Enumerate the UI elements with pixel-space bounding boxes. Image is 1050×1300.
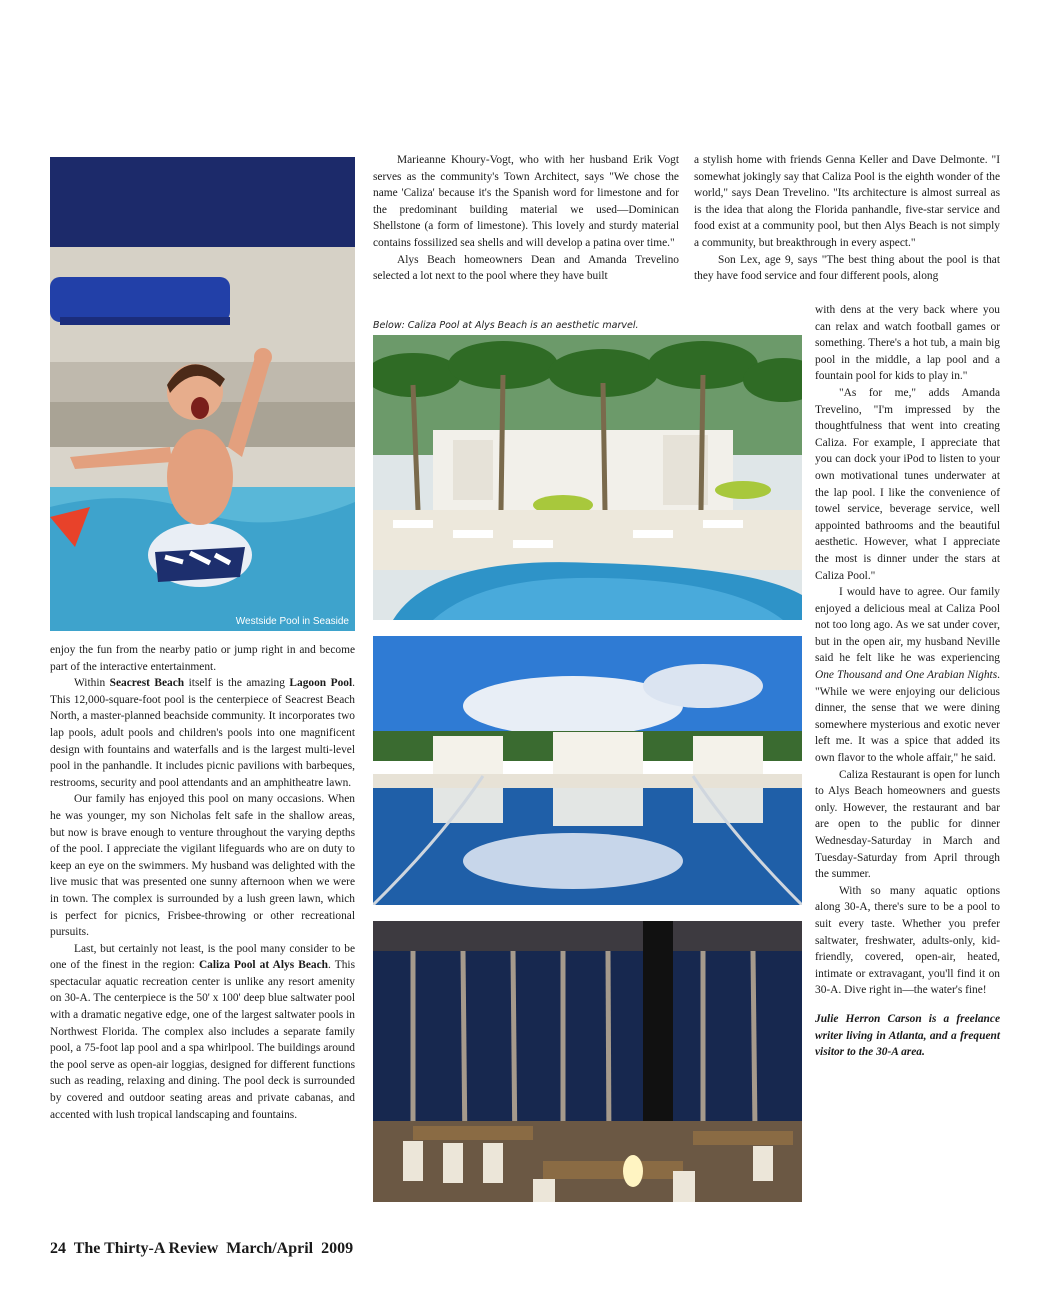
paragraph: I would have to agree. Our family enjoyed a delicious meal at Caliza Pool not too long ago. As we sat under cover, but in the open air, my husband Neville said he felt like he was experiencing One Thousand and One Arabian Nights. "While we were enjoying our delicious dinner, the sense that we were dining somewhere mysterious and exotic never left me. It was a spice that added its own flavor to the whole affair," he said. bbox=[815, 586, 1000, 765]
paragraph: With so many aquatic options along 30-A, there's sure to be a pool to suit every taste. Whether you prefer saltwater, freshwater, adults-only, kid-friendly, covered, open-air, heated, intimate or extravagant, you'll find it on 30-A. Dive right in—the water's fine! bbox=[815, 884, 1000, 997]
photo-westside-pool bbox=[50, 157, 355, 631]
paragraph: enjoy the fun from the nearby patio or jump right in and become part of the interactive entertainment. bbox=[50, 644, 355, 673]
paragraph: Alys Beach homeowners Dean and Amanda Trevelino selected a lot next to the pool where they have built bbox=[373, 253, 679, 283]
paragraph: Within Seacrest Beach itself is the amazing Lagoon Pool. This 12,000-square-foot pool is the centerpiece of Seacrest Beach North, a master-planned beachside community. It incorporates two lap pools, adult pools and children's pools into one magnificent design with fountains and waterfalls and is the largest multi-level pool in the panhandle. It includes picnic pavilions with barbeques, restrooms, security and pool attendants and an amphitheatre lawn. bbox=[50, 677, 355, 789]
article-column-1 bbox=[50, 642, 355, 1123]
photo-caliza-restaurant-night bbox=[373, 921, 802, 1202]
photo-caliza-pool-palms bbox=[373, 335, 802, 620]
bold-term: Seacrest Beach bbox=[109, 677, 185, 690]
photo-caliza-pool-reflection bbox=[373, 636, 802, 905]
article-column-3-top bbox=[694, 152, 1000, 285]
article-column-2 bbox=[373, 152, 679, 285]
author-byline: Julie Herron Carson is a freelance writer living in Atlanta, and a frequent visitor to the 30-A area. bbox=[815, 1012, 1000, 1059]
paragraph: with dens at the very back where you can relax and watch football games or something. There's a hot tub, a main big pool in the middle, a lap pool and a fountain pool for kids to play in." bbox=[815, 304, 1000, 383]
paragraph: Last, but certainly not least, is the pool many consider to be one of the finest in the region: Caliza Pool at Alys Beach. This spectacular aquatic recreation center is unlike any resort amenity on 30-A. The centerpiece is the 50' x 100' deep blue saltwater pool with a dramatic negative edge, one of the largest saltwater pools in Northwest Florida. The complex also includes a separate family pool, a 75-foot lap pool and a spa whirlpool. The buildings around the pool serve as open-air loggias, designed for different functions such as reading, relaxing and dining. The pool deck is surrounded by covered and outdoor seating areas and private cabanas, and accented with lush tropical landscaping and fountains. bbox=[50, 942, 355, 1121]
paragraph: Caliza Restaurant is open for lunch to Alys Beach homeowners and guests only. However, the restaurant and bar are open to the public for dinner Wednesday-Saturday in March and Tuesday-Saturday from April through the summer. bbox=[815, 768, 1000, 881]
photo-caption-caliza: Below: Caliza Pool at Alys Beach is an aesthetic marvel. bbox=[373, 320, 639, 331]
paragraph: Marieanne Khoury-Vogt, who with her husband Erik Vogt serves as the community's Town Architect, says "We chose the name 'Caliza' because it's the Spanish word for limestone and for the predominant building material we used—Dominican Shellstone (a form of limestone). This lovely and sturdy material contains fossilized sea shells and will develop a patina over time." bbox=[373, 154, 679, 249]
article-column-3 bbox=[815, 302, 1000, 1061]
paragraph: a stylish home with friends Genna Keller and Dave Delmonte. "I somewhat jokingly say that Caliza Pool is the eighth wonder of the world," says Dean Trevelino. "Its architecture is almost surreal as is the idea that along the Florida panhandle, five-star service and food exist at a community pool, but then Alys Beach is not simply a community, but breakthrough in every aspect." bbox=[694, 154, 1000, 249]
paragraph: Son Lex, age 9, says "The best thing about the pool is that they have food service and four different pools, along bbox=[694, 253, 1000, 283]
photo-caption-westside: Westside Pool in Seaside bbox=[235, 616, 349, 627]
bold-term: Lagoon Pool bbox=[289, 677, 353, 690]
bold-term: Caliza Pool at Alys Beach bbox=[198, 959, 328, 972]
paragraph: "As for me," adds Amanda Trevelino, "I'm impressed by the thoughtfulness that went into creating Caliza. For example, I appreciate that you can dock your iPod to listen to your own motivational tunes underwater at the lap pool. I like the convenience of towel service, beverage service, well appointed bathrooms and the beautiful aesthetic. However, what I appreciate the most is dinner under the stars at Caliza Pool." bbox=[815, 386, 1000, 582]
italic-title: One Thousand and One Arabian Nights bbox=[815, 669, 998, 682]
page-footer: 24 The Thirty-A Review March/April 2009 bbox=[50, 1240, 354, 1257]
paragraph: Our family has enjoyed this pool on many occasions. When he was younger, my son Nicholas felt safe in the shallow areas, but now is brave enough to venture throughout the varying depths of the pool. I appreciate the vigilant lifeguards who are on duty to keep an eye on the swimmers. My husband was delighted with the live music that was presented one sunny afternoon when we were in town. The complex is surrounded by a lush green lawn, which is perfect for picnics, Frisbee-throwing or other recreational pursuits. bbox=[50, 793, 355, 939]
